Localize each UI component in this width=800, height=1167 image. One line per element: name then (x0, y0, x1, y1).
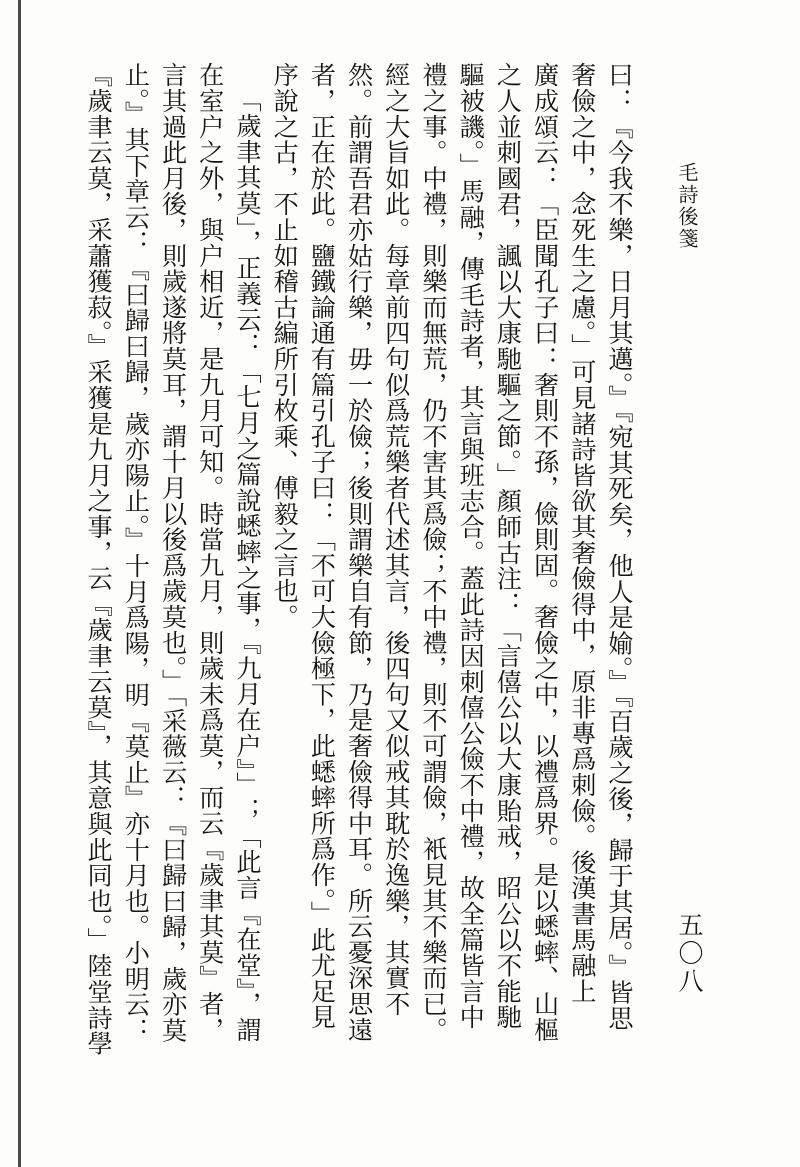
text-line: 經之大旨如此。每章前四句似爲荒樂者代述其言，後四句又似戒其耽於逸樂，其實不 (381, 62, 411, 1017)
text-line: 言其過此月後，則歲遂將莫耳，謂十月以後爲歲莫也。」「采薇云：『曰歸曰歸，歲亦莫 (158, 62, 188, 1043)
main-text (78, 62, 638, 1102)
text-line: 之人並刺國君，諷以大康馳驅之節。」顏師古注：「言僖公以大康貽戒，昭公以不能馳 (493, 62, 523, 1030)
running-head: 毛詩後箋 (675, 162, 699, 250)
text-line: 在室户之外，與户相近，是九月可知。時當九月，則歲未爲莫，而云『歲聿其莫』者， (195, 62, 225, 1043)
text-line: 『歲聿云莫，采蕭獲菽。』采獲是九月之事，云『歲聿云莫』，其意與此同也。」陸堂詩學 (84, 62, 114, 1057)
text-line: 然。前謂吾君亦姑行樂，毋一於儉；後則謂樂自有節，乃是奢儉得中耳。所云憂深思遠 (344, 62, 374, 1043)
text-line: 序說之古，不止如稽古編所引枚乘、傅毅之言也。 (270, 62, 300, 630)
text-line: 廣成頌云：「臣聞孔子曰：奢則不孫，儉則固。奢儉之中，以禮爲界。是以蟋蟀、山樞 (530, 62, 560, 1043)
paragraph-start-line: 「歲聿其莫」，正義云：「七月之篇說蟋蟀之事，『九月在户』」；「此言『在堂』，謂 (232, 87, 262, 1043)
text-line: 驅被譏。」馬融，傳毛詩者，其言與班志合。蓋此詩因刺僖公儉不中禮，故全篇皆言中 (456, 62, 486, 1030)
text-line: 奢儉之中，念死生之慮。」可見諸詩皆欲其奢儉得中，原非專爲刺儉。後漢書馬融上 (567, 62, 597, 1004)
page-number: 五〇八 (675, 912, 704, 996)
text-line: 禮之事。中禮，則樂而無荒，仍不害其爲儉；不中禮，則不可謂儉，衹見其不樂而已。 (418, 62, 448, 1043)
binding-edge (18, 0, 21, 1167)
text-line: 者，正在於此。鹽鐵論通有篇引孔子曰：「不可大儉極下，此蟋蟀所爲作。」此尤足見 (307, 62, 337, 1030)
text-line: 止。』其下章云：『曰歸曰歸，歲亦陽止。』十月爲陽，明『莫止』亦十月也。小明云： (121, 62, 151, 1043)
text-line: 曰：『今我不樂，日月其邁。』『宛其死矣，他人是媮。』『百歲之後，歸于其居。』皆思 (605, 62, 634, 1031)
